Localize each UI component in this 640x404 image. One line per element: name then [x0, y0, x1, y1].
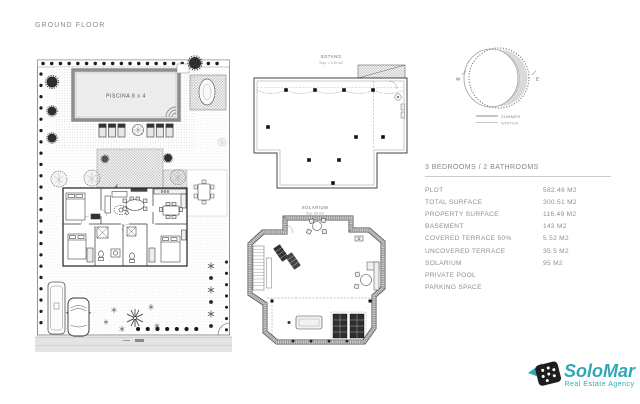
details-header: 3 BEDROOMS / 2 BATHROOMS	[425, 164, 611, 177]
road	[35, 337, 232, 352]
detail-row-private-pool: PRIVATE POOL	[425, 271, 476, 279]
sun-path-diagram	[452, 36, 557, 128]
logo-icon	[527, 356, 563, 394]
logo-name: SoloMar	[564, 361, 636, 381]
detail-row-solarium: SOLARIUM 95 M2	[425, 259, 563, 267]
logo-tagline: Real Estate Agency	[564, 381, 635, 388]
caravan	[48, 282, 65, 334]
pool-label: PISCINA 8 x 4	[106, 93, 146, 100]
terrace-dining	[187, 170, 227, 216]
basement-title: SOTANO	[320, 54, 342, 59]
basement-outline	[254, 78, 407, 188]
detail-row-covered-terrace: COVERED TERRACE 50% 5.52 M2	[425, 235, 569, 243]
umbrella-icon	[133, 125, 144, 136]
west-label: W	[456, 76, 461, 82]
east-label: E	[536, 76, 540, 82]
detail-row-plot: PLOT 582.46 M2	[425, 186, 577, 194]
details-rows	[425, 184, 611, 294]
detail-row-basement: BASEMENT 143 M2	[425, 223, 567, 231]
property-details	[425, 164, 611, 294]
sun-legend	[476, 114, 521, 126]
summer-label: SUMMER	[501, 113, 521, 119]
winter-label: WINTER	[501, 120, 519, 126]
detail-row-uncovered-terrace: UNCOVERED TERRACE 35.5 M2	[425, 247, 569, 255]
garden-fountain	[190, 75, 226, 110]
basement-plan	[243, 50, 418, 190]
agency-logo	[527, 356, 639, 394]
summer-disc	[464, 49, 518, 107]
house	[63, 188, 187, 266]
detail-row-total-surface: TOTAL SURFACE 300.51 M2	[425, 198, 577, 206]
ground-floor-plan	[35, 48, 232, 353]
solarium-area: Sup. 95 m2	[306, 211, 324, 216]
car	[66, 298, 91, 336]
logo-dice-icon	[534, 361, 561, 387]
pool-area	[55, 64, 197, 149]
solarium-plan	[243, 200, 393, 355]
detail-row-parking-space: PARKING SPACE	[425, 284, 482, 292]
basement-area: Sup. = 143 m2	[319, 61, 343, 65]
page-title: GROUND FLOOR	[35, 22, 106, 29]
solarium-title: SOLARIUM	[301, 205, 329, 210]
detail-row-property-surface: PROPERTY SURFACE 116.49 M2	[425, 210, 577, 218]
